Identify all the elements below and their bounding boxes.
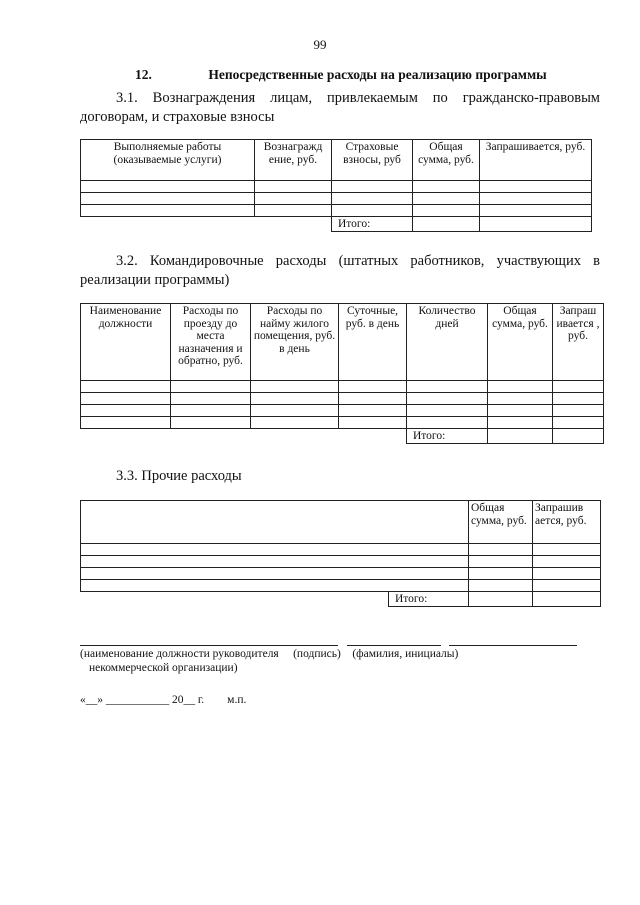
table-cell[interactable] [171, 393, 251, 405]
table-cell[interactable] [469, 568, 533, 580]
section-title-text: Непосредственные расходы на реализацию программы [208, 67, 547, 82]
table-cell[interactable] [81, 405, 171, 417]
table-cell[interactable] [255, 181, 332, 193]
table-row [81, 193, 592, 205]
table-cell[interactable] [413, 193, 480, 205]
header-cell: Наименование должности [81, 304, 171, 381]
total-cell[interactable] [413, 217, 480, 232]
signature-line-sign[interactable] [347, 645, 441, 646]
table-cell[interactable] [251, 417, 339, 429]
table-cell[interactable] [251, 393, 339, 405]
table-cell[interactable] [332, 181, 413, 193]
table-cell[interactable] [81, 193, 255, 205]
table-cell[interactable] [407, 381, 488, 393]
table-cell[interactable] [81, 580, 469, 592]
table-cell[interactable] [553, 393, 604, 405]
table-cell[interactable] [171, 405, 251, 417]
total-cell[interactable] [469, 592, 533, 607]
table-cell[interactable] [488, 381, 553, 393]
table-cell[interactable] [407, 417, 488, 429]
table-cell[interactable] [533, 556, 601, 568]
table-header-row [81, 304, 604, 381]
total-row [81, 429, 604, 444]
total-cell[interactable] [533, 592, 601, 607]
table-cell[interactable] [553, 417, 604, 429]
table-cell[interactable] [332, 193, 413, 205]
signature-line-name[interactable] [449, 645, 577, 646]
table-cell[interactable] [469, 544, 533, 556]
total-label: Итого: [332, 217, 413, 232]
table-cell[interactable] [553, 405, 604, 417]
table-cell[interactable] [469, 580, 533, 592]
table-cell[interactable] [251, 405, 339, 417]
subsection-3-3-heading: 3.3. Прочие расходы [116, 468, 242, 484]
table-travel-expenses [80, 303, 604, 444]
header-cell: Вознагражд ение, руб. [255, 140, 332, 181]
table-cell[interactable] [81, 381, 171, 393]
header-cell: Общая сумма, руб. [413, 140, 480, 181]
total-spacer [81, 429, 407, 444]
table-cell[interactable] [407, 393, 488, 405]
table-cell[interactable] [469, 556, 533, 568]
total-spacer [81, 217, 332, 232]
header-cell: Общая сумма, руб. [488, 304, 553, 381]
total-row [81, 217, 592, 232]
header-cell: Запрашив ается, руб. [533, 501, 601, 544]
table-row [81, 205, 592, 217]
section-title [80, 67, 600, 83]
table-cell[interactable] [255, 205, 332, 217]
header-cell: Количество дней [407, 304, 488, 381]
table-row [81, 417, 604, 429]
table-row [81, 544, 601, 556]
header-cell [81, 501, 469, 544]
table-cell[interactable] [81, 417, 171, 429]
total-cell[interactable] [488, 429, 553, 444]
header-cell: Запраш ивается , руб. [553, 304, 604, 381]
header-cell: Выполняемые работы (оказываемые услуги) [81, 140, 255, 181]
total-cell[interactable] [553, 429, 604, 444]
table-header-row [81, 501, 601, 544]
table-cell[interactable] [488, 393, 553, 405]
header-cell: Запрашивается, руб. [480, 140, 592, 181]
table-row [81, 405, 604, 417]
table-row [81, 381, 604, 393]
page-number: 99 [313, 37, 327, 52]
table-cell[interactable] [533, 580, 601, 592]
header-cell: Страховые взносы, руб [332, 140, 413, 181]
subsection-3-2-heading: 3.2. Командировочные расходы (штатных работников, участвующих в реализации программы) [80, 253, 600, 288]
table-cell[interactable] [553, 381, 604, 393]
table-row [81, 556, 601, 568]
table-row [81, 568, 601, 580]
table-cell[interactable] [81, 568, 469, 580]
table-cell[interactable] [339, 405, 407, 417]
total-spacer [81, 592, 389, 607]
table-cell[interactable] [255, 193, 332, 205]
signature-caption-org: некоммерческой организации) [89, 662, 238, 674]
table-cell[interactable] [171, 381, 251, 393]
table-cell[interactable] [81, 181, 255, 193]
table-row [81, 580, 601, 592]
table-cell[interactable] [413, 205, 480, 217]
signature-line-position[interactable] [80, 645, 338, 646]
table-cell[interactable] [339, 381, 407, 393]
table-cell[interactable] [332, 205, 413, 217]
table-header-row [81, 140, 592, 181]
header-cell: Суточные, руб. в день [339, 304, 407, 381]
table-cell[interactable] [480, 205, 592, 217]
table-cell[interactable] [488, 417, 553, 429]
total-label: Итого: [407, 429, 488, 444]
table-other-expenses [80, 500, 601, 607]
table-cell[interactable] [339, 417, 407, 429]
table-row [81, 181, 592, 193]
table-cell[interactable] [251, 381, 339, 393]
table-cell[interactable] [81, 205, 255, 217]
table-cell[interactable] [171, 417, 251, 429]
subsection-3-1-heading: 3.1. Вознаграждения лицам, привлекаемым по гражданско-правовым договорам, и страховые взносы [80, 90, 600, 125]
header-cell: Общая сумма, руб. [469, 501, 533, 544]
table-cell[interactable] [480, 193, 592, 205]
total-row [81, 592, 601, 607]
table-cell[interactable] [413, 181, 480, 193]
table-cell[interactable] [81, 544, 469, 556]
signature-caption: (наименование должности руководителя (подпись) (фамилия, инициалы) [80, 648, 459, 660]
section-number: 12. [135, 67, 152, 82]
header-cell: Расходы по проезду до места назначения и обратно, руб. [171, 304, 251, 381]
table-cell[interactable] [533, 568, 601, 580]
table-cell[interactable] [339, 393, 407, 405]
table-cell[interactable] [533, 544, 601, 556]
table-cell[interactable] [81, 556, 469, 568]
date-stamp-line: «__» ___________ 20__ г. м.п. [80, 694, 247, 706]
header-cell: Расходы по найму жилого помещения, руб. в день [251, 304, 339, 381]
table-row [81, 393, 604, 405]
table-cell[interactable] [81, 393, 171, 405]
table-contract-payments [80, 139, 592, 232]
total-label: Итого: [389, 592, 469, 607]
table-cell[interactable] [407, 405, 488, 417]
table-cell[interactable] [488, 405, 553, 417]
total-cell[interactable] [480, 217, 592, 232]
table-cell[interactable] [480, 181, 592, 193]
